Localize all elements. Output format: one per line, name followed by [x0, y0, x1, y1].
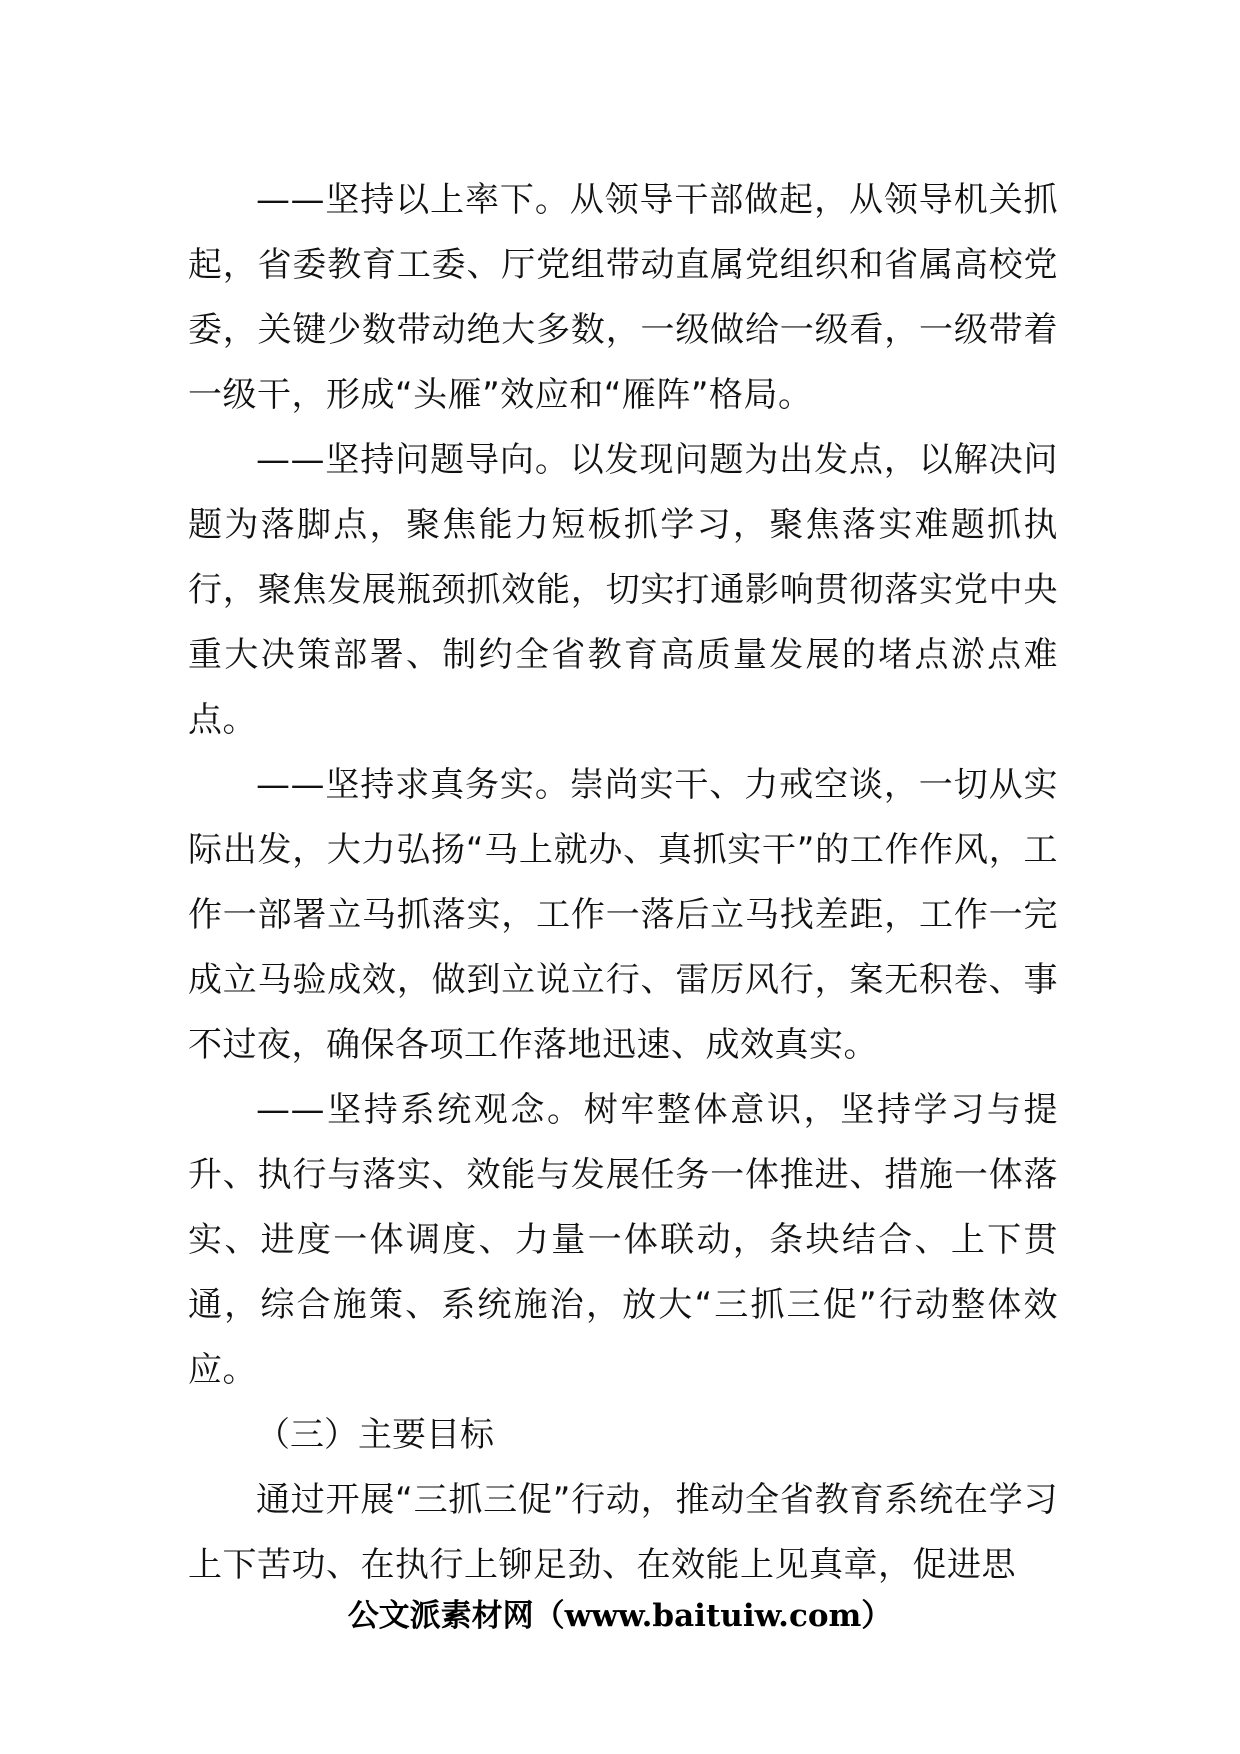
paragraph-problem-oriented: ——坚持问题导向。以发现问题为出发点，以解决问题为落脚点，聚焦能力短板抓学习，聚焦落实难题抓执行，聚焦发展瓶颈抓效能，切实打通影响贯彻落实党中央重大决策部署、制约全省教育高质量发展的堵点淤点难点。 — [188, 440, 1058, 740]
section-heading: （三）主要目标 — [256, 1415, 494, 1455]
document-body — [188, 168, 1058, 1598]
paragraph-seek-truth: ——坚持求真务实。崇尚实干、力戒空谈，一切从实际出发，大力弘扬“马上就办、真抓实干”的工作作风，工作一部署立马抓落实，工作一落后立马找差距，工作一完成立马验成效，做到立说立行、雷厉风行，案无积卷、事不过夜，确保各项工作落地迅速、成效真实。 — [188, 765, 1058, 1065]
paragraph-lead-by-example: ——坚持以上率下。从领导干部做起，从领导机关抓起，省委教育工委、厅党组带动直属党组织和省属高校党委，关键少数带动绝大多数，一级做给一级看，一级带着一级干，形成“头雁”效应和“雁阵”格局。 — [188, 180, 1058, 415]
paragraph-systematic-view: ——坚持系统观念。树牢整体意识，坚持学习与提升、执行与落实、效能与发展任务一体推进、措施一体落实、进度一体调度、力量一体联动，条块结合、上下贯通，综合施策、系统施治，放大“三抓三促”行动整体效应。 — [188, 1090, 1058, 1390]
watermark-footer: 公文派素材网（www.baituiw.com） — [347, 1598, 893, 1634]
paragraph-main-goals: 通过开展“三抓三促”行动，推动全省教育系统在学习上下苦功、在执行上铆足劲、在效能上见真章，促进思 — [188, 1480, 1058, 1585]
